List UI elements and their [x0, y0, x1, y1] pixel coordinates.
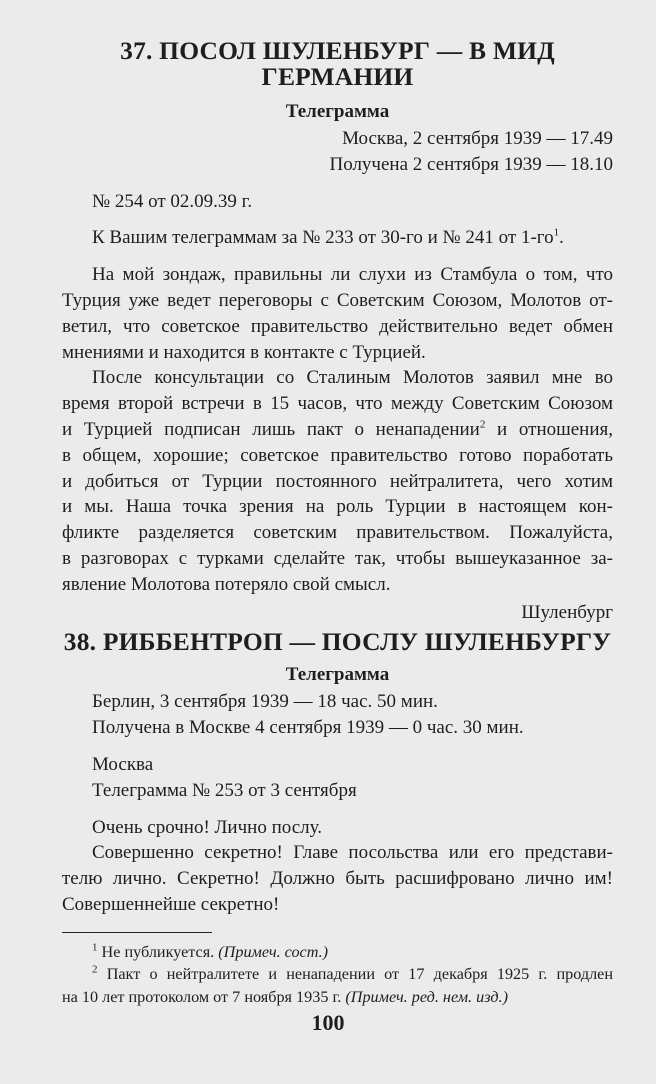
footnote-text: Пакт о нейтралитете и ненападении от 17 декабря 1925 г. продлен [106, 965, 613, 984]
sent-line: Москва, 2 сентября 1939 — 17.49 [342, 128, 613, 149]
telegram-number: № 254 от 02.09.39 г. [92, 190, 253, 212]
telegram-number: Телеграмма № 253 от 3 сентября [92, 779, 357, 801]
text-line: После консультации со Сталиным Молотов заявил мне во [92, 367, 613, 389]
page-number: 100 [311, 1010, 345, 1035]
document-37-title [62, 38, 613, 90]
paragraph [62, 262, 613, 365]
footnote-1 [62, 941, 613, 964]
footnote-note: (Примеч. ред. нем. изд.) [345, 987, 508, 1006]
footnote-divider [62, 932, 212, 933]
telegram-subhead: Телеграмма [285, 664, 390, 686]
document-38-title: 38. РИББЕНТРОП — ПОСЛУ ШУЛЕНБУРГУ [63, 627, 612, 657]
text-line: фликте разделяется советским правительством. Пожалуйста, [62, 522, 613, 544]
urgent-line: Очень срочно! Лично послу. [92, 816, 322, 838]
text-line: Турция уже ведет переговоры с Советским Союзом, Молотов от- [62, 289, 613, 311]
destination-line: Москва [92, 753, 154, 775]
title-line: 37. ПОСОЛ ШУЛЕНБУРГ — В МИД [120, 36, 555, 65]
text-line: в общем, хорошие; советское правительство готово поработать [62, 444, 613, 466]
footnote-ref[interactable]: 1 [553, 227, 560, 240]
footnote-note: (Примеч. сост.) [218, 942, 329, 961]
footnote-ref[interactable]: 2 [479, 418, 486, 431]
received-line: Получена в Москве 4 сентября 1939 — 0 час. 30 мин. [92, 717, 524, 739]
text-line: Совершенно секретно! Главе посольства или его представи- [92, 842, 613, 864]
received-line: Получена 2 сентября 1939 — 18.10 [329, 153, 613, 175]
footnote-text: на 10 лет протоколом от 7 ноября 1935 г. [62, 987, 346, 1006]
signature: Шуленбург [521, 601, 613, 623]
paragraph [62, 840, 613, 917]
telegram-subhead: Телеграмма [285, 101, 390, 122]
footnote-2 [62, 963, 613, 986]
footnote-2-cont [62, 986, 613, 1009]
text-span: и отношения, [485, 418, 613, 440]
footnote-mark: 1 [92, 941, 98, 954]
text-line: и добиться от Турции постоянного нейтралитета, чего хотим [62, 470, 613, 492]
text-line: и мы. Наша точка зрения на роль Турции в настоящем кон- [62, 496, 613, 518]
paragraph [62, 365, 613, 597]
text-line: телю лично. Секретно! Должно быть расшифровано лично им! [62, 868, 613, 890]
title-line: ГЕРМАНИИ [261, 62, 414, 91]
text-line: время второй встречи в 15 часов, что между Советским Союзом [62, 393, 613, 415]
reference-line: К Вашим телеграммам за № 233 от 30-го и № 241 от $1-го^1$. [92, 227, 564, 249]
text-span: и Турцией подписан лишь пакт о ненападении [62, 418, 480, 440]
text-line: На мой зондаж, правильны ли слухи из Стамбула о том, что [92, 264, 613, 286]
text-line: явление Молотова потеряло свой смысл. [62, 573, 391, 595]
reference-text: К Вашим телеграммам за № 233 от 30-го и № 241 от 1-го [92, 227, 554, 249]
text-line: Совершеннейше секретно! [62, 893, 280, 915]
book-page [62, 38, 613, 1008]
text-line: в разговорах с турками сделайте так, чтобы вышеуказанное за- [62, 547, 613, 569]
footnote-mark: 2 [92, 963, 98, 976]
text-line [62, 417, 613, 443]
text-line: ветил, что советское правительство действительно ведет обмен [62, 315, 613, 337]
text-line: мнениями и находится в контакте с Турцией. [62, 341, 426, 363]
footnote-text: Не публикуется. [101, 942, 219, 961]
sent-line: Берлин, 3 сентября 1939 — 18 час. 50 мин. [92, 691, 438, 713]
